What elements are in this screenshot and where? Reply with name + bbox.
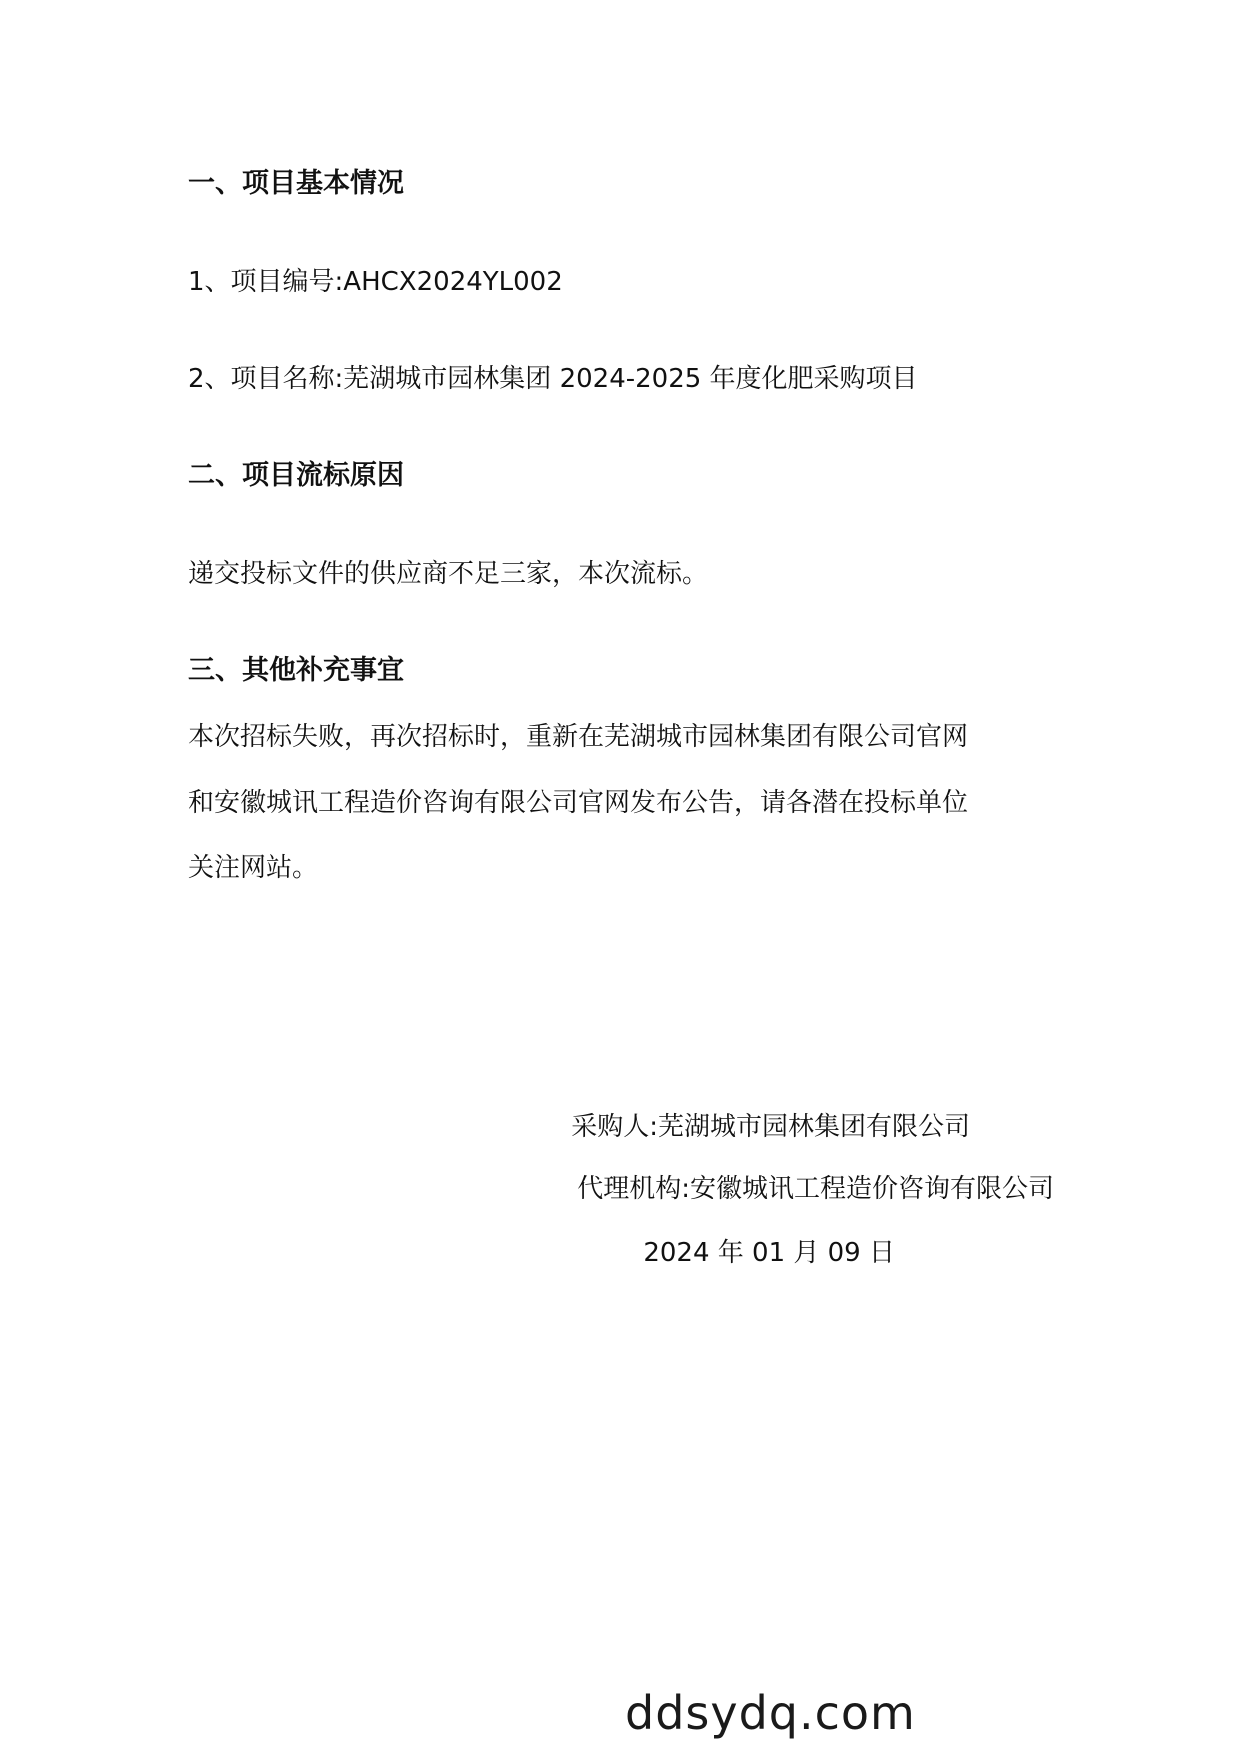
watermark: ddsydq.com	[625, 1686, 916, 1740]
supplement-line-1: 本次招标失败，再次招标时，重新在芜湖城市园林集团有限公司官网	[188, 722, 969, 752]
failure-reason: 递交投标文件的供应商不足三家，本次流标。	[188, 559, 709, 589]
supplement-line-3: 关注网站。	[188, 853, 319, 883]
agency: 代理机构:安徽城讯工程造价咨询有限公司	[577, 1174, 1054, 1204]
project-name: 2、项目名称:芜湖城市园林集团 2024-2025 年度化肥采购项目	[188, 364, 918, 394]
section-2-heading: 二、项目流标原因	[188, 460, 404, 491]
project-number: 1、项目编号:AHCX2024YL002	[188, 267, 563, 297]
section-1-heading: 一、项目基本情况	[188, 168, 404, 199]
supplement-line-2: 和安徽城讯工程造价咨询有限公司官网发布公告，请各潜在投标单位	[188, 788, 969, 818]
purchaser: 采购人:芜湖城市园林集团有限公司	[571, 1112, 970, 1142]
section-3-heading: 三、其他补充事宜	[188, 655, 404, 686]
issue-date: 2024 年 01 月 09 日	[643, 1238, 895, 1268]
